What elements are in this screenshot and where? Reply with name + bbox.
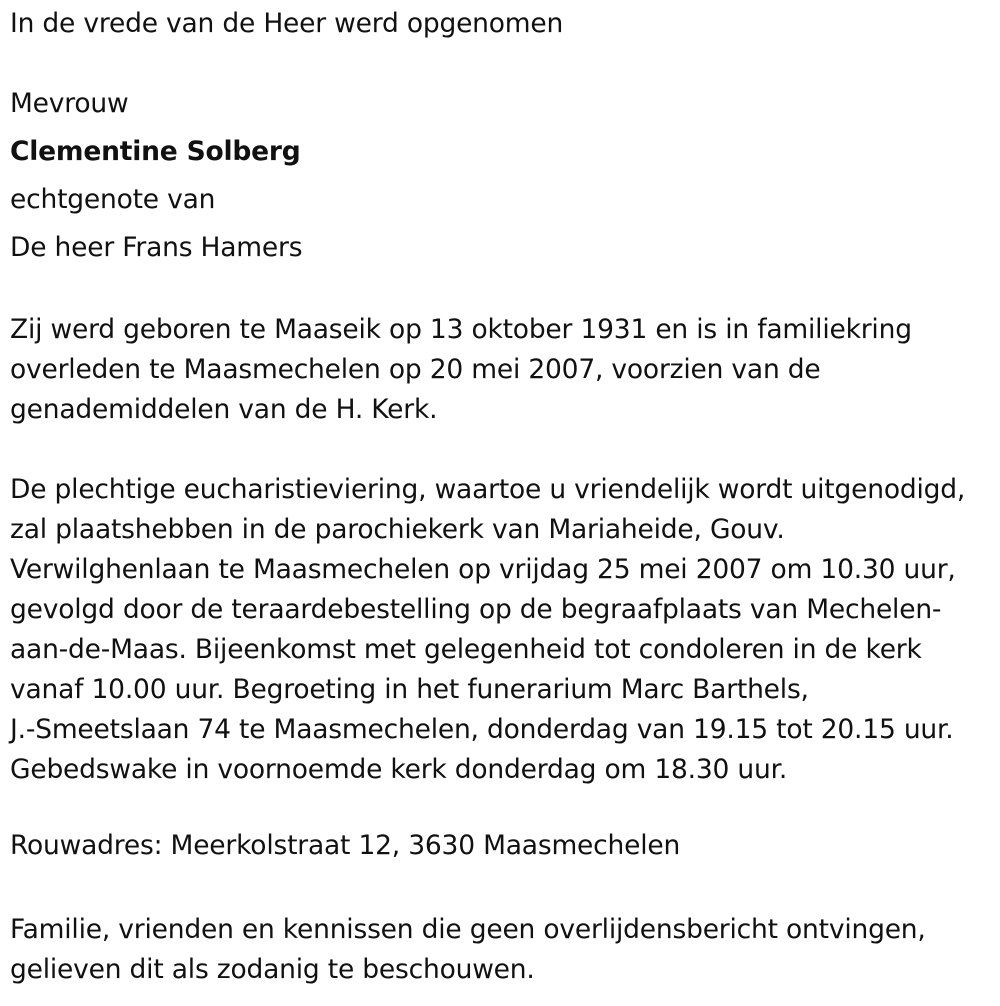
closing-paragraph <box>10 910 995 990</box>
mourning-address: Rouwadres: Meerkolstraat 12, 3630 Maasmechelen <box>10 830 681 861</box>
paragraph-line: gevolgd door de teraardebestelling op de begraafplaats van Mechelen- <box>10 594 942 625</box>
paragraph-line: Verwilghenlaan te Maasmechelen op vrijdag 25 mei 2007 om 10.30 uur, <box>10 554 956 585</box>
birth-death-paragraph <box>10 310 995 430</box>
paragraph-line: gelieven dit als zodanig te beschouwen. <box>10 954 535 985</box>
deceased-name: Clementine Solberg <box>10 136 301 167</box>
paragraph-line: genademiddelen van de H. Kerk. <box>10 394 438 425</box>
paragraph-line: Familie, vrienden en kennissen die geen overlijdensbericht ontvingen, <box>10 914 926 945</box>
ceremony-paragraph <box>10 470 995 790</box>
spouse-name: De heer Frans Hamers <box>10 232 303 263</box>
paragraph-line: zal plaatshebben in de parochiekerk van Mariaheide, Gouv. <box>10 514 785 545</box>
paragraph-line: vanaf 10.00 uur. Begroeting in het funerarium Marc Barthels, <box>10 674 809 705</box>
paragraph-line: aan-de-Maas. Bijeenkomst met gelegenheid tot condoleren in de kerk <box>10 634 922 665</box>
intro-line: In de vrede van de Heer werd opgenomen <box>10 8 564 39</box>
paragraph-line: J.-Smeetslaan 74 te Maasmechelen, donderdag van 19.15 tot 20.15 uur. <box>10 714 954 745</box>
paragraph-line: Zij werd geboren te Maaseik op 13 oktober 1931 en is in familiekring <box>10 314 912 345</box>
relation-line: echtgenote van <box>10 184 216 215</box>
paragraph-line: Gebedswake in voornoemde kerk donderdag om 18.30 uur. <box>10 754 788 785</box>
title-line: Mevrouw <box>10 88 129 119</box>
paragraph-line: De plechtige eucharistieviering, waartoe u vriendelijk wordt uitgenodigd, <box>10 474 966 505</box>
paragraph-line: overleden te Maasmechelen op 20 mei 2007, voorzien van de <box>10 354 821 385</box>
